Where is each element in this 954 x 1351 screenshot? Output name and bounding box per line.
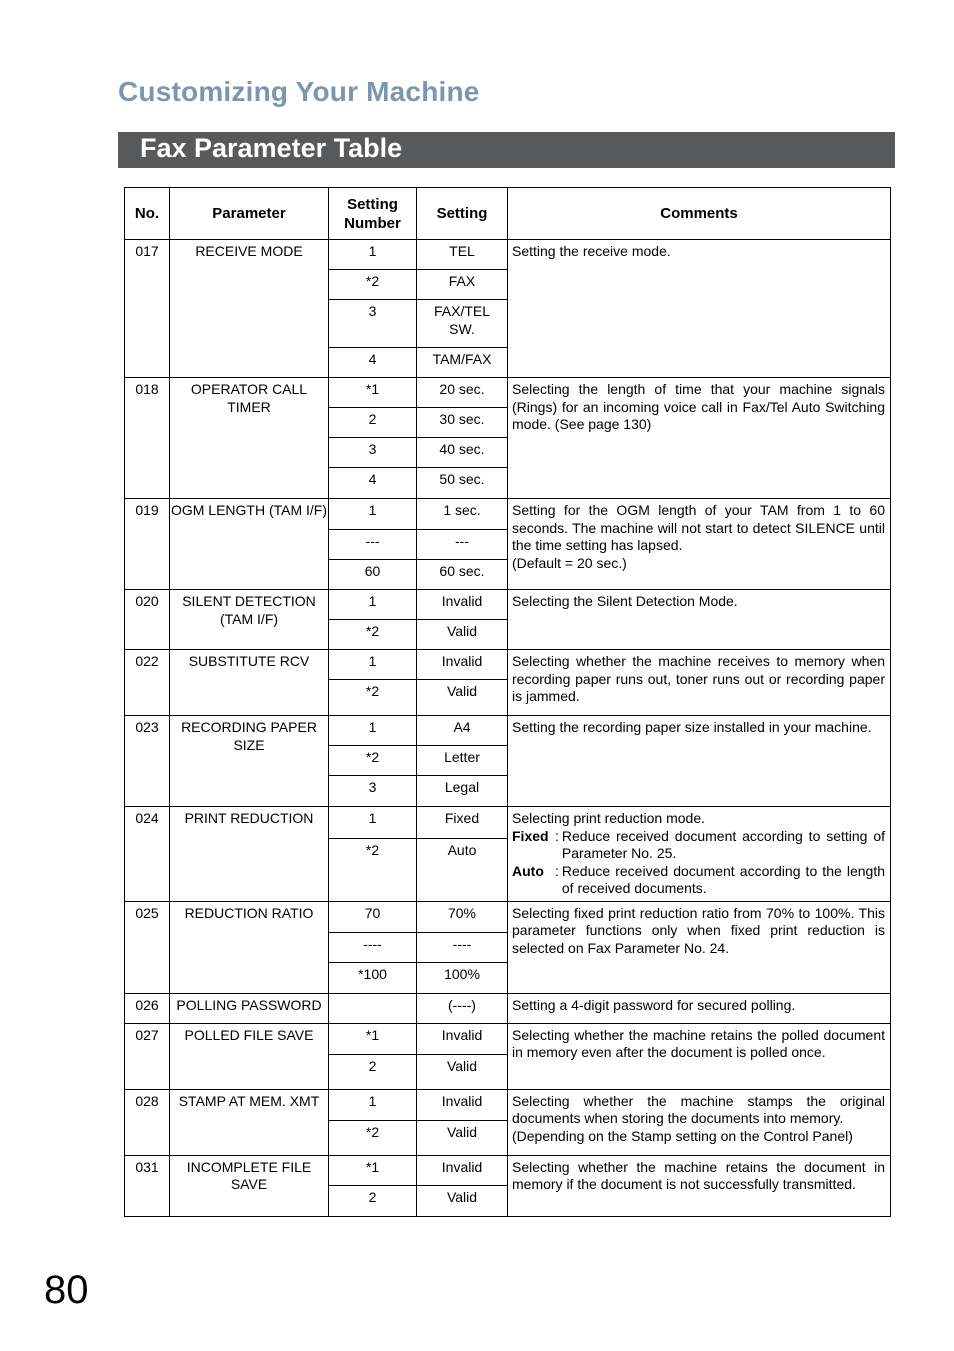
parameter-number-cell: 017 [125,240,170,378]
comment-text: (Default = 20 sec.) [512,554,627,571]
parameter-number-cell: 024 [125,807,170,902]
table-row [125,1089,891,1120]
comment-text: Setting the receive mode. [512,243,671,259]
comment-cell [508,499,891,590]
setting-value-cell [417,932,508,962]
setting-value-text: 40 sec. [439,441,485,457]
setting-value-text: A4 [453,719,471,735]
comment-cell [508,1023,891,1089]
comment-text: (Depending on the Stamp setting on the Control Panel) [512,1127,853,1144]
setting-value-cell [417,499,508,530]
setting-number-cell: 60 [329,560,417,590]
setting-value-text: 100% [444,965,480,982]
setting-number-cell: 2 [329,1054,417,1089]
column-header-parameter: Parameter [170,188,329,240]
parameter-number-cell: 018 [125,378,170,499]
parameter-name-cell: OPERATOR CALL TIMER [170,378,329,499]
setting-value-cell [417,838,508,901]
setting-value-text: Invalid [441,653,483,669]
setting-value-cell [417,993,508,1023]
setting-value-text: Letter [444,749,480,765]
setting-number-cell [329,993,417,1023]
table-row [125,807,891,839]
setting-value-cell [417,270,508,300]
comment-cell [508,240,891,378]
setting-number-cell: 70 [329,901,417,932]
setting-number-cell: *100 [329,962,417,993]
setting-value-cell [417,240,508,270]
definition-description: Reduce received document according to the length of received documents. [561,862,885,896]
comment-definition [512,863,885,898]
setting-value-cell [417,300,508,348]
setting-number-cell: *2 [329,270,417,300]
setting-value-text: 30 sec. [439,411,485,427]
table-row [125,993,891,1023]
table-row [125,378,891,408]
comment-cell [508,1089,891,1155]
table-row [125,1023,891,1054]
setting-value-cell [417,746,508,776]
table-row [125,716,891,746]
setting-value-cell [417,1023,508,1054]
table-row [125,590,891,620]
setting-number-cell: 1 [329,650,417,680]
setting-value-cell [417,590,508,620]
setting-value-text: Invalid [441,1092,483,1109]
setting-value-cell [417,807,508,839]
setting-value-cell [417,620,508,650]
setting-number-cell: 1 [329,716,417,746]
section-header-bar [118,132,895,168]
parameter-number-cell: 022 [125,650,170,716]
setting-value-cell [417,408,508,438]
setting-value-text: 20 sec. [439,381,485,397]
definition-description: Reduce received document according to setting of Parameter No. 25. [561,827,885,861]
setting-value-text: 70% [447,904,477,921]
comment-cell [508,993,891,1023]
comment-cell [508,716,891,807]
setting-value-cell [417,962,508,993]
comment-cell [508,901,891,993]
parameter-number-cell: 025 [125,901,170,993]
setting-value-text: 60 sec. [439,563,485,579]
setting-value-text: 1 sec. [443,502,481,518]
definition-separator: : [555,862,559,879]
comment-text: Selecting the Silent Detection Mode. [512,593,738,609]
comment-text: Setting the recording paper size installed in your machine. [512,719,872,735]
setting-number-cell: *2 [329,620,417,650]
parameter-number-cell: 031 [125,1155,170,1216]
parameter-name-cell: STAMP AT MEM. XMT [170,1089,329,1155]
setting-number-cell: *2 [329,746,417,776]
comment-text: Selecting print reduction mode. [512,810,705,826]
setting-value-cell [417,1185,508,1216]
comment-text: Selecting the length of time that your machine signals (Rings) for an incoming voice call in Fax/Tel Auto Switching mode. (See page 130) [512,381,885,432]
setting-number-cell: 3 [329,300,417,348]
chapter-title: Customizing Your Machine [118,76,480,107]
setting-value-text: Valid [446,683,478,699]
comment-cell [508,1155,891,1216]
setting-number-cell: 2 [329,408,417,438]
setting-value-text: Valid [446,623,478,639]
setting-value-text: Valid [446,1188,478,1205]
setting-value-text: 50 sec. [439,471,485,487]
column-header-no: No. [125,188,170,240]
parameter-name-cell: POLLED FILE SAVE [170,1023,329,1089]
setting-value-text: Invalid [441,1026,483,1043]
table-row [125,499,891,530]
setting-value-cell [417,560,508,590]
setting-number-cell: 4 [329,348,417,378]
setting-number-cell: 1 [329,1089,417,1120]
setting-number-cell: ---- [329,932,417,962]
setting-number-cell: *2 [329,680,417,716]
setting-value-cell [417,716,508,746]
parameter-name-cell: OGM LENGTH (TAM I/F) [170,499,329,590]
parameter-number-cell: 019 [125,499,170,590]
setting-value-text: Invalid [441,593,483,609]
comment-text: Selecting whether the machine retains the document in memory if the document is not successfully transmitted. [512,1158,885,1192]
setting-value-text: Valid [446,1123,478,1140]
setting-value-cell [417,1054,508,1089]
setting-value-text: TAM/FAX [432,351,492,367]
setting-value-text: ---- [452,935,472,952]
comment-text: Selecting whether the machine retains the polled document in memory even after the document is polled once. [512,1026,885,1060]
setting-value-cell [417,1089,508,1120]
setting-number-cell: 1 [329,499,417,530]
definition-separator: : [555,827,559,844]
parameter-name-cell: INCOMPLETE FILE SAVE [170,1155,329,1216]
comment-text: Setting a 4-digit password for secured polling. [512,996,796,1013]
parameter-name-cell: SILENT DETECTION (TAM I/F) [170,590,329,650]
column-header-setting-number: Setting Number [329,188,417,240]
parameter-name-cell: PRINT REDUCTION [170,807,329,902]
setting-number-cell: 2 [329,1185,417,1216]
parameter-name-cell: RECORDING PAPER SIZE [170,716,329,807]
setting-value-text: Fixed [444,810,480,826]
setting-number-cell: 3 [329,776,417,807]
setting-value-text: Auto [447,841,477,858]
setting-value-text: Valid [446,1057,478,1074]
comment-definition [512,828,885,863]
page-number: 80 [44,1268,89,1312]
comment-cell [508,650,891,716]
fax-parameter-table [124,187,891,1217]
parameter-name-cell: POLLING PASSWORD [170,993,329,1023]
setting-value-cell [417,438,508,468]
setting-value-cell [417,530,508,560]
comment-text: Selecting whether the machine receives to memory when recording paper runs out, toner runs out or recording paper is jammed. [512,653,885,704]
setting-value-text: --- [455,533,469,549]
table-header-row [125,188,891,240]
column-header-setting: Setting [417,188,508,240]
setting-value-cell [417,650,508,680]
setting-value-text: TEL [449,243,475,259]
setting-value-text: FAX [448,273,476,289]
setting-number-cell: 1 [329,807,417,839]
setting-value-cell [417,1155,508,1185]
comment-cell [508,807,891,902]
parameter-number-cell: 020 [125,590,170,650]
parameter-name-cell: SUBSTITUTE RCV [170,650,329,716]
setting-value-cell [417,378,508,408]
setting-number-cell: 3 [329,438,417,468]
setting-number-cell: 1 [329,590,417,620]
setting-number-cell: --- [329,530,417,560]
table-row [125,901,891,932]
comment-text: Setting for the OGM length of your TAM from 1 to 60 seconds. The machine will not start to detect SILENCE until the time setting has lapsed. [512,502,885,553]
parameter-number-cell: 026 [125,993,170,1023]
setting-value-text: FAX/TEL SW. [433,303,491,337]
setting-number-cell: *1 [329,1155,417,1185]
comment-cell [508,590,891,650]
setting-number-cell: *1 [329,378,417,408]
definition-term: Fixed [512,827,549,844]
setting-number-cell: *2 [329,1120,417,1155]
setting-number-cell: 4 [329,468,417,499]
setting-value-cell [417,348,508,378]
column-header-comments: Comments [508,188,891,240]
setting-value-cell [417,776,508,807]
parameter-number-cell: 023 [125,716,170,807]
setting-number-cell: *2 [329,838,417,901]
section-title: Fax Parameter Table [140,133,403,163]
parameter-name-cell: REDUCTION RATIO [170,901,329,993]
table-row [125,240,891,270]
comment-cell [508,378,891,499]
setting-value-text: (----) [448,996,476,1013]
comment-text: Selecting fixed print reduction ratio from 70% to 100%. This parameter functions only when fixed print reduction is selected on Fax Parameter No. 24. [512,904,885,956]
setting-number-cell: 1 [329,240,417,270]
setting-value-cell [417,468,508,499]
table-body [125,240,891,1217]
parameter-name-cell: RECEIVE MODE [170,240,329,378]
parameter-number-cell: 028 [125,1089,170,1155]
table-row [125,650,891,680]
setting-value-cell [417,901,508,932]
comment-text: Selecting whether the machine stamps the original documents when storing the documents into memory. [512,1092,885,1126]
setting-number-cell: *1 [329,1023,417,1054]
setting-value-cell [417,680,508,716]
definition-term: Auto [512,862,544,879]
setting-value-cell [417,1120,508,1155]
setting-value-text: Invalid [441,1158,483,1175]
setting-value-text: Legal [444,779,480,795]
parameter-number-cell: 027 [125,1023,170,1089]
table-row [125,1155,891,1185]
